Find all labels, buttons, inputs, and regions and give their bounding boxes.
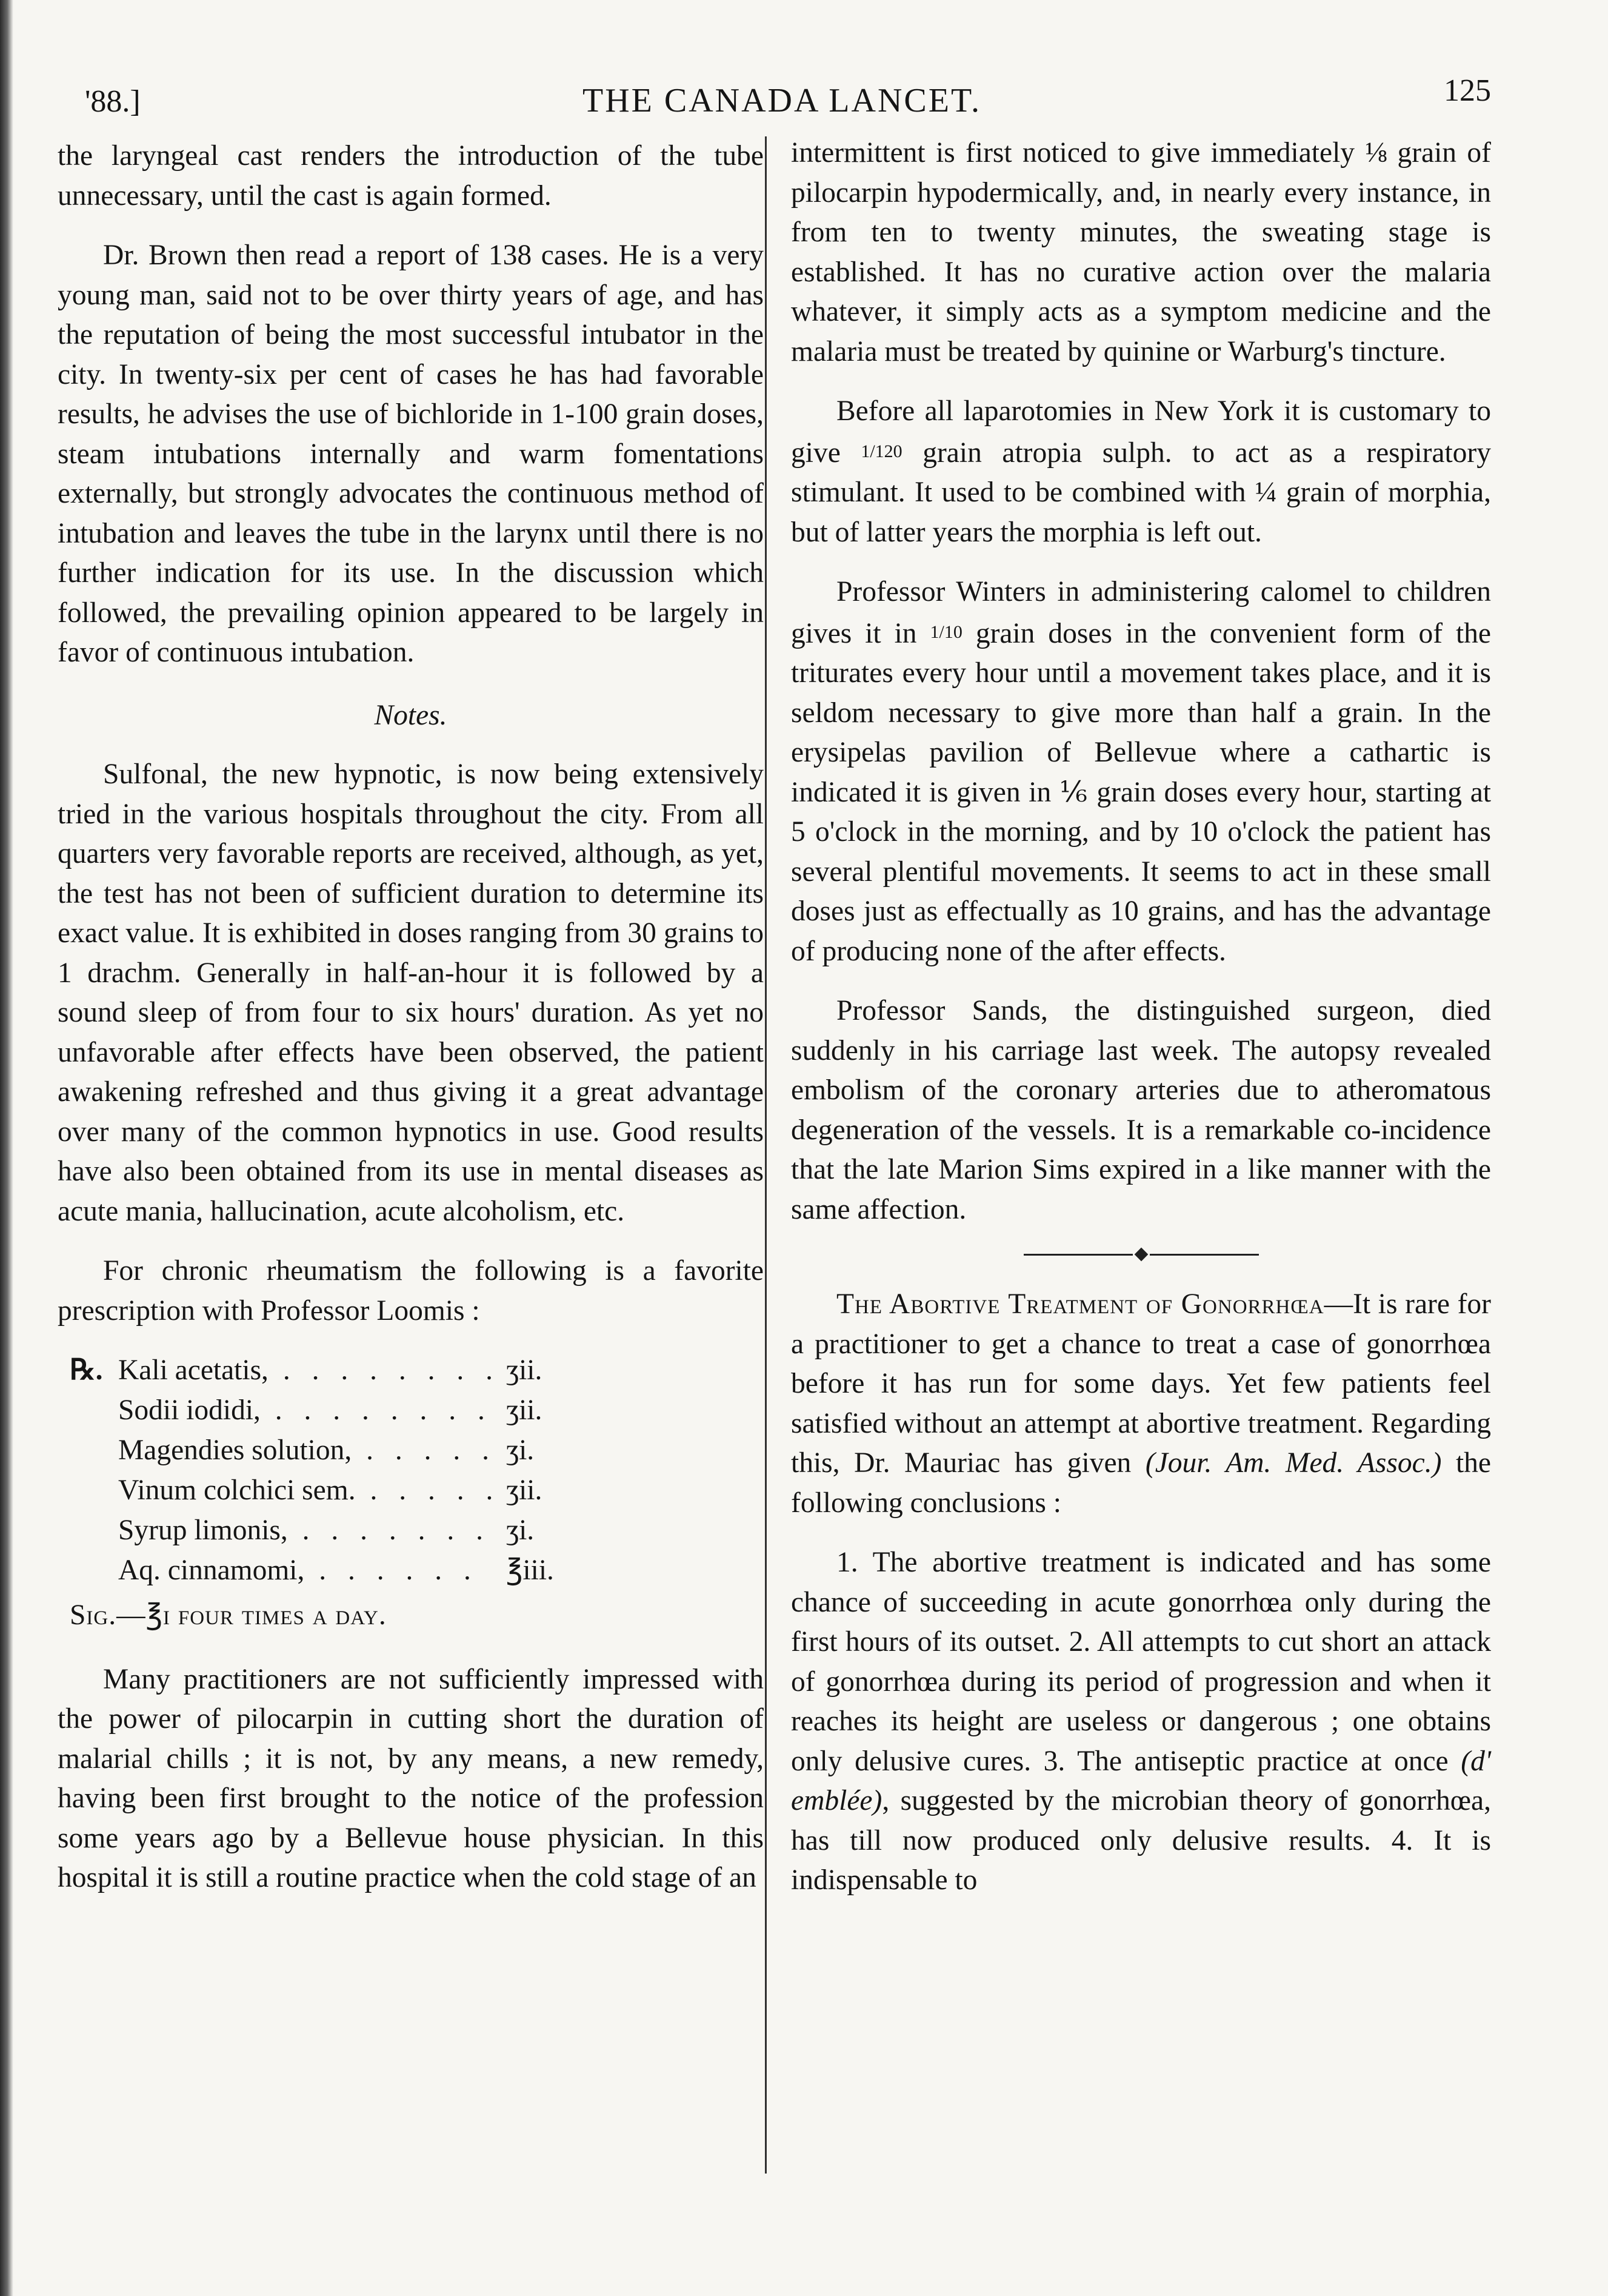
text-italic: (d' emblée) [791, 1745, 1491, 1816]
right-column [791, 133, 1491, 1901]
paragraph [791, 1285, 1491, 1523]
column-divider [765, 136, 767, 2174]
page-number: 125 [1444, 73, 1491, 108]
paragraph: the laryngeal cast renders the introduction of the tube unnecessary, until the cast is again formed. [58, 140, 764, 212]
paragraph: For chronic rheumatism the following is a favorite prescription with Professor Loomis : [58, 1255, 764, 1327]
paragraph [791, 572, 1491, 971]
ingredient-dose: ʒii. [506, 1474, 542, 1506]
ingredient-name: Sodii iodidi, . . . [118, 1391, 494, 1431]
prescription-line [70, 1511, 764, 1551]
ingredient-dose: ʒii. [506, 1354, 542, 1386]
volume-mark: '88.] [85, 84, 141, 119]
text-run: Professor Winters in administering calomel to children gives it in [791, 576, 1491, 649]
paragraph [791, 392, 1491, 552]
ingredient-name: Vinum colchici sem. . . . [118, 1471, 494, 1511]
ingredient-dose: ʒi. [506, 1514, 535, 1546]
text-run: , suggested by the microbian theory of gonorrhœa, has till now produced only delusive results. 4. It is indispensable to [791, 1785, 1491, 1896]
ingredient-dose: ʒi. [506, 1434, 535, 1466]
signa-directions: Sig.—℥i four times a day. [70, 1599, 387, 1631]
paragraph: Professor Sands, the distinguished surgeon, died suddenly in his carriage last week. The autopsy revealed embolism of the coronary arteries due to atheromatous degeneration of the vessels. It is a remarkable co-incidence that the late Marion Sims expired in a like manner with the same affection. [791, 995, 1491, 1225]
recipe-symbol: ℞. [70, 1354, 103, 1386]
text-run: grain doses in the convenient form of the triturates every hour until a movement takes place, and it is seldom necessary to give more than half a grain. In the erysipelas pavilion of Bellevue where a cathartic is indicated it is given in ⅙ grain doses every hour, starting at 5 o'clock in the morning, and by 10 o'clock the patient has several plentiful movements. It seems to act in these small doses just as effectually as 10 grains, and has the advantage of producing none of the after effects. [791, 617, 1492, 967]
fraction: 1/10 [930, 621, 962, 642]
prescription-line [70, 1351, 764, 1391]
section-ornament [791, 1250, 1491, 1259]
ingredient-name: Aq. cinnamomi, . . . [118, 1551, 494, 1591]
conclusions-list [791, 1543, 1491, 1901]
paragraph: intermittent is first noticed to give immediately ⅛ grain of pilocarpin hypodermically, and, in nearly every instance, in from ten to twenty minutes, the sweating stage is established. It has no curative action over the malaria whatever, it simply acts as a symptom medicine and the malaria must be treated by quinine or Warburg's tincture. [791, 137, 1491, 367]
ingredient-dose: ʒii. [506, 1394, 542, 1426]
paragraph: Dr. Brown then read a report of 138 cases. He is a very young man, said not to be over thirty years of age, and has the reputation of being the most successful intubator in the city. In twenty-six per cent of cases he has had favorable results, he advises the use of bichloride in 1-100 grain doses, steam intubations internally and warm fomentations externally, but strongly advocates the continuous method of intubation and leaves the tube in the larynx until there is no further indication for its use. In the discussion which followed, the prevailing opinion appeared to be largely in favor of continuous intubation. [58, 239, 764, 668]
section-heading: Notes. [374, 699, 447, 731]
journal-title: THE CANADA LANCET. [582, 82, 982, 119]
running-header [73, 73, 1491, 127]
prescription-line [70, 1391, 764, 1431]
prescription-line [70, 1431, 764, 1471]
text-run: —It is rare for a practitioner to get a chance to treat a case of gonorrhœa before it has run for some days. Yet few patients feel satisfied without an attempt at abortive treatment. Regarding this, Dr. Mauriac has given [791, 1288, 1491, 1479]
paragraph [791, 1543, 1491, 1901]
paragraph: Sulfonal, the new hypnotic, is now being extensively tried in the various hospitals throughout the city. From all quarters very favorable reports are received, although, as yet, the test has not been of sufficient duration to determine its exact value. It is exhibited in doses ranging from 30 grains to 1 drachm. Generally in half-an-hour it is followed by a sound sleep of from four to six hours' duration. As yet no unfavorable after effects have been observed, the patient awakening refreshed and thus giving it a great advantage over many of the common hypnotics in use. Good results have also been obtained from its use in mental diseases as acute mania, hallucination, acute alcoholism, etc. [58, 758, 764, 1227]
paragraph: Many practitioners are not sufficiently impressed with the power of pilocarpin in cutting short the duration of malarial chills ; it is not, by any means, a new remedy, having been first brought to the notice of the profession some years ago by a Bellevue house physician. In this hospital it is still a routine practice when the cold stage of an [58, 1663, 764, 1893]
article-title: The Abortive Treatment of Gonorrhœa [836, 1288, 1324, 1320]
text-run: Before all laparotomies in New York it is customary to give [791, 395, 1491, 469]
text-run: 1. The abortive treatment is indicated and has some chance of succeeding in acute gonorrhœa only during the first hours of its outset. 2. All attempts to cut short an attack of gonorrhœa during its period of progression and when it reaches its height are useless or dangerous ; one obtains only delusive cures. 3. The antiseptic practice at once [791, 1547, 1491, 1777]
fraction: 1/120 [861, 441, 902, 461]
page-binding-edge [0, 0, 13, 2296]
citation: (Jour. Am. Med. Assoc.) [1145, 1447, 1442, 1479]
text-run: grain atropia sulph. to act as a respiratory stimulant. It used to be combined with ¼ grain of morphia, but of latter years the morphia is left out. [791, 437, 1492, 548]
ingredient-dose: ℥iii. [506, 1555, 554, 1586]
text-run: the following conclusions : [791, 1447, 1492, 1519]
prescription [58, 1351, 764, 1591]
ingredient-name: Syrup limonis, . . . [118, 1511, 494, 1551]
prescription-line [70, 1551, 764, 1591]
left-column [58, 136, 764, 1918]
ingredient-name: Kali acetatis, . . . [118, 1351, 494, 1391]
ingredient-name: Magendies solution, . . . [118, 1431, 494, 1471]
prescription-line [70, 1471, 764, 1511]
